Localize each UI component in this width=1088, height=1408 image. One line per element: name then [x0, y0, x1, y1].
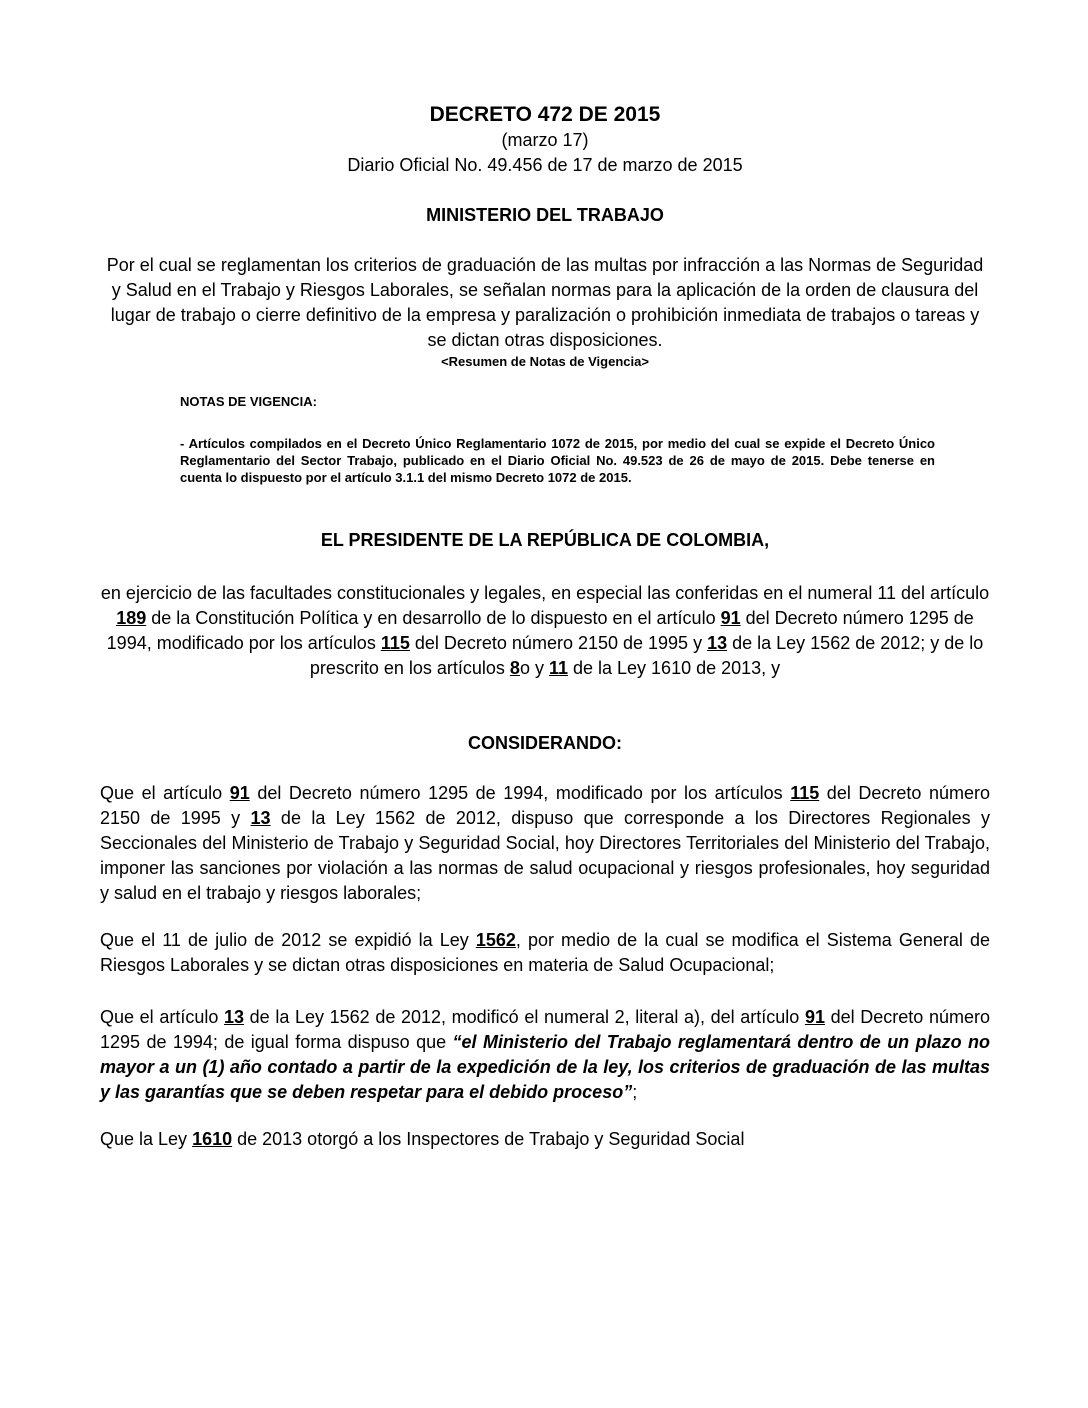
article-link[interactable]: 8: [509, 658, 520, 678]
subject-paragraph: Por el cual se reglamentan los criterios de graduación de las multas por infracción a las Normas de Seguridad y Salud en el Trabajo y Riesgos Laborales, se señalan normas para la aplicación de la orden de clausura del lugar de trabajo o cierre definitivo de la empresa y paralización o prohibición inmediata de trabajos o tareas y se dictan otras disposiciones.: [106, 255, 984, 350]
article-link[interactable]: 189: [116, 608, 147, 628]
text-segment: Que el artículo: [100, 783, 230, 803]
article-link[interactable]: 1610: [192, 1129, 233, 1149]
text-segment: del Decreto número 1295 de 1994, modificado por los artículos: [249, 783, 791, 803]
decree-title: DECRETO 472 DE 2015: [429, 103, 661, 126]
article-link[interactable]: 13: [250, 808, 271, 828]
text-segment: de 2013 otorgó a los Inspectores de Trabajo y Seguridad Social: [232, 1129, 745, 1149]
considerando-paragraph-3: [100, 1005, 990, 1105]
text-segment: de la Ley 1562 de 2012, modificó el numeral 2, literal a), del artículo: [244, 1007, 805, 1027]
article-link[interactable]: 1562: [475, 930, 516, 950]
vigencia-note: - Artículos compilados en el Decreto Único Reglamentario 1072 de 2015, por medio del cual se expide el Decreto Único Reglamentario del Sector Trabajo, publicado en el Diario Oficial No. 49.523 de 26 de mayo de 2015. Debe tenerse en cuenta lo dispuesto por el artículo 3.1.1 del mismo Decreto 1072 de 2015.: [180, 436, 935, 485]
text-segment: Que el 11 de julio de 2012 se expidió la Ley: [100, 930, 476, 950]
article-link[interactable]: 13: [707, 633, 728, 653]
text-segment: Que la Ley: [100, 1129, 193, 1149]
article-link[interactable]: 91: [720, 608, 741, 628]
text-segment: “el Ministerio del Trabajo reglamentará dentro de un plazo no mayor a un (1) año contado a partir de la expedición de la ley, los criterios de graduación de las multas y las garantías que se deben respetar para el debido proceso”: [100, 1032, 990, 1102]
text-segment: en ejercicio de las facultades constitucionales y legales, en especial las conferidas en el numeral 11 del artículo: [100, 583, 990, 603]
article-link[interactable]: 91: [229, 783, 250, 803]
president-heading: EL PRESIDENTE DE LA REPÚBLICA DE COLOMBIA,: [320, 530, 770, 550]
text-segment: de la Ley 1562 de 2012; y de lo prescrito en los artículos: [309, 633, 984, 678]
text-segment: del Decreto número 2150 de 1995 y: [100, 783, 991, 828]
vigencia-notes-block: [180, 393, 935, 486]
text-segment: de la Ley 1610 de 2013, y: [567, 658, 781, 678]
text-segment: ;: [632, 1082, 638, 1102]
article-link[interactable]: 11: [548, 658, 568, 678]
vigencia-notes-heading: NOTAS DE VIGENCIA:: [180, 394, 317, 409]
article-link[interactable]: 115: [380, 633, 410, 653]
text-segment: de la Ley 1562 de 2012, dispuso que corresponde a los Directores Regionales y Seccionales del Ministerio de Trabajo y Seguridad Social, hoy Directores Territoriales del Ministerio del Trabajo, imponer las sanciones por violación a las normas de salud ocupacional y riesgos profesionales, hoy seguridad y salud en el trabajo y riesgos laborales;: [100, 808, 990, 903]
date-line: (marzo 17): [501, 130, 589, 150]
text-segment: del Decreto número 1295 de 1994; de igual forma dispuso que: [100, 1007, 990, 1052]
text-segment: o y: [519, 658, 549, 678]
text-segment: , por medio de la cual se modifica el Sistema General de Riesgos Laborales y se dictan otras disposiciones en materia de Salud Ocupacional;: [100, 930, 991, 975]
powers-paragraph: [100, 581, 990, 681]
considerando-paragraph-2: [100, 928, 990, 978]
text-segment: del Decreto número 2150 de 1995 y: [409, 633, 708, 653]
considerando-paragraph-4: [100, 1127, 990, 1152]
ministry-heading: MINISTERIO DEL TRABAJO: [426, 205, 664, 225]
article-link[interactable]: 115: [790, 783, 820, 803]
text-segment: Que el artículo: [100, 1007, 224, 1027]
text-segment: de la Constitución Política y en desarrollo de lo dispuesto en el artículo: [146, 608, 721, 628]
text-segment: del Decreto número 1295 de 1994, modificado por los artículos: [106, 608, 974, 653]
vigencia-summary-tag: <Resumen de Notas de Vigencia>: [441, 354, 649, 369]
article-link[interactable]: 13: [223, 1007, 245, 1027]
considerando-heading: CONSIDERANDO:: [467, 733, 622, 753]
article-link[interactable]: 91: [804, 1007, 825, 1027]
considerando-paragraph-1: [100, 781, 990, 906]
gazette-line: Diario Oficial No. 49.456 de 17 de marzo de 2015: [347, 155, 743, 175]
